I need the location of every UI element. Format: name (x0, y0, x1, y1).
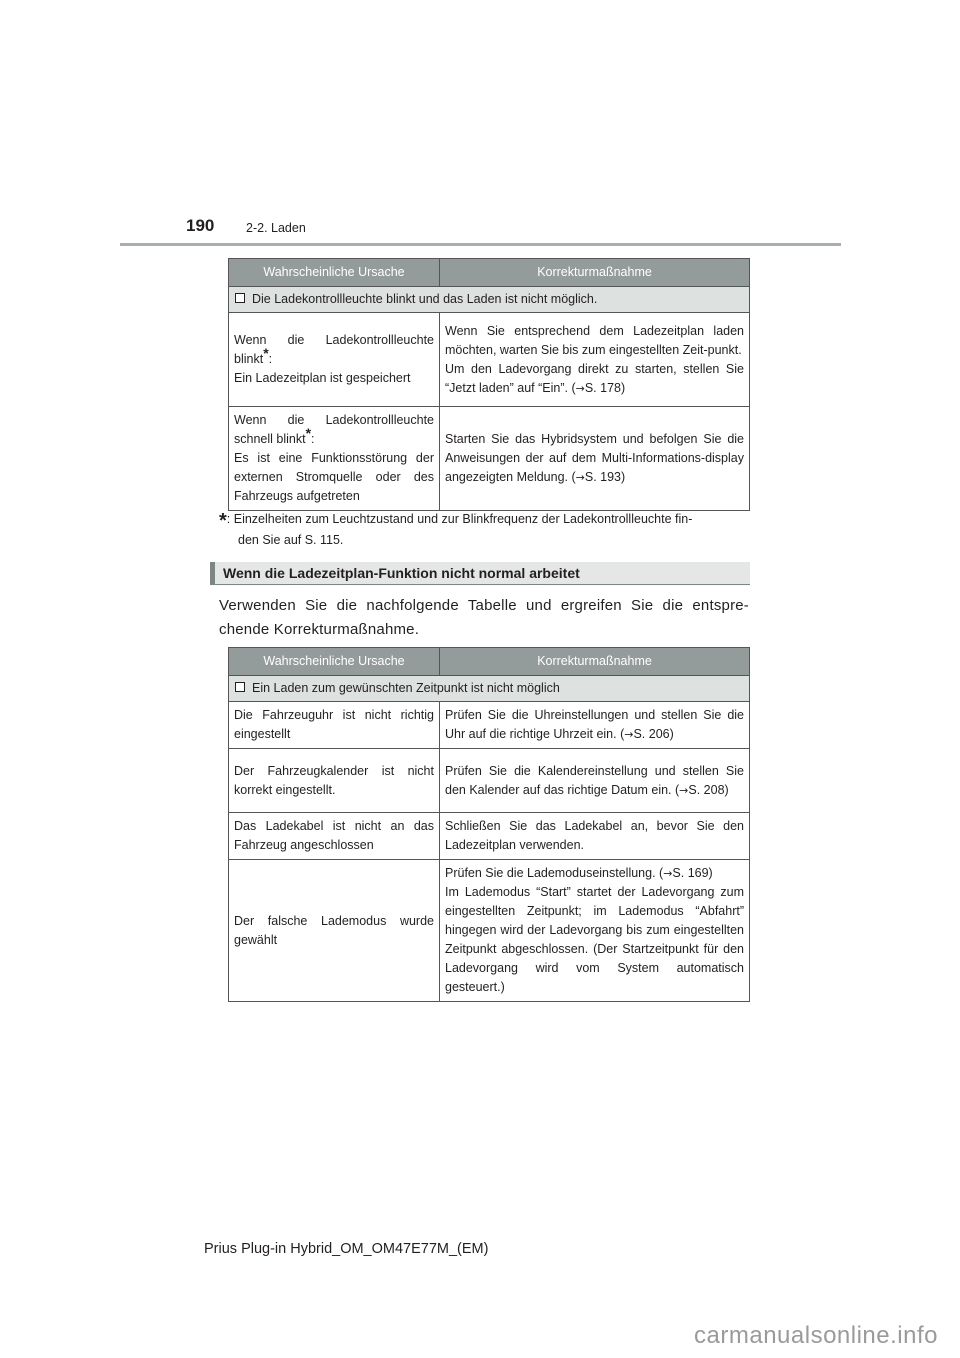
cause-text-rest: : Es ist eine Funktionsstörung der externen Stromquelle oder des Fahrzeugs aufgetreten (234, 432, 434, 503)
page-reference: S. 193) (584, 470, 626, 484)
checkbox-icon (235, 682, 245, 692)
table-row (229, 313, 750, 407)
cause-text: Wenn die Ladekontrollleuchte blinkt (234, 333, 434, 366)
page-reference: S. 206) (633, 727, 674, 741)
cause-cell (229, 313, 440, 407)
group-title (229, 676, 750, 702)
heading-underline (210, 584, 750, 585)
arrow-right-icon: → (624, 728, 634, 741)
cause-text: Wenn die Ladekontrollleuchte schnell blinkt (234, 413, 434, 446)
column-header-action: Korrekturmaßnahme (440, 648, 750, 676)
arrow-right-icon: → (679, 783, 689, 797)
group-title (229, 287, 750, 313)
table-group-row (229, 287, 750, 313)
action-text: Prüfen Sie die Kalendereinstellung und stellen Sie den Kalender auf das richtige Datum ein. ( (445, 763, 744, 797)
footnote (219, 510, 749, 550)
cause-cell: Das Ladekabel ist nicht an das Fahrzeug angeschlossen (229, 813, 440, 860)
intro-paragraph: Verwenden Sie die nachfolgende Tabelle und ergreifen Sie die entspre-chende Korrekturmaßnahme. (219, 597, 749, 638)
troubleshooting-table-schedule (228, 647, 750, 1002)
column-header-action: Korrekturmaßnahme (440, 259, 750, 287)
table-row (229, 813, 750, 860)
table-row (229, 860, 750, 1002)
arrow-right-icon: → (663, 867, 673, 880)
asterisk-icon: * (263, 344, 269, 361)
section-label: 2-2. Laden (246, 221, 306, 235)
cause-cell: Der falsche Lademodus wurde gewählt (229, 860, 440, 1002)
action-cell (440, 749, 750, 813)
page-number: 190 (186, 216, 215, 235)
action-cell (440, 407, 750, 511)
action-cell (440, 313, 750, 407)
cause-text-rest: : Ein Ladezeitplan ist gespeichert (234, 352, 411, 385)
action-text-continued: Im Lademodus “Start” startet der Ladevorgang zum eingestellten Zeitpunkt; im Lademodus “Abfahrt” hingegen wird der Ladevorgang bis zum eingestellten Zeitpunkt abgeschlossen. (Der Startzeitpunkt für den Ladevorgang wird vom System automatisch gesteuert.) (445, 885, 744, 994)
action-text: Wenn Sie entsprechend dem Ladezeitplan laden möchten, warten Sie bis zum eingestellten Zeit-punkt. Um den Ladevorgang direkt zu starten, stellen Sie “Jetzt laden” auf “Ein”. ( (445, 323, 744, 395)
arrow-right-icon: → (575, 471, 585, 484)
section-heading: Wenn die Ladezeitplan-Funktion nicht normal arbeitet (210, 562, 750, 584)
cause-cell: Die Fahrzeuguhr ist nicht richtig eingestellt (229, 702, 440, 749)
page-reference: S. 208) (688, 782, 729, 797)
cause-cell: Der Fahrzeugkalender ist nicht korrekt eingestellt. (229, 749, 440, 813)
action-text: Prüfen Sie die Lademoduseinstellung. ( (445, 866, 664, 880)
checkbox-icon (235, 293, 245, 303)
arrow-right-icon: → (575, 381, 585, 395)
footnote-text: : Einzelheiten zum Leuchtzustand und zur Blinkfrequenz der Ladekontrollleuchte fin- (226, 512, 693, 526)
action-text: Prüfen Sie die Uhreinstellungen und stellen Sie die Uhr auf die richtige Uhrzeit ein. ( (445, 708, 744, 741)
page-reference: S. 178) (584, 380, 626, 395)
header-rule (120, 243, 841, 246)
cause-cell (229, 407, 440, 511)
table-header-row (229, 648, 750, 676)
action-text: Starten Sie das Hybridsystem und befolgen Sie die Anweisungen der auf dem Multi-Informations-display angezeigten Meldung. ( (445, 432, 744, 484)
column-header-cause: Wahrscheinliche Ursache (229, 648, 440, 676)
action-cell (440, 702, 750, 749)
table-row (229, 749, 750, 813)
watermark: carmanualsonline.info (694, 1322, 938, 1349)
table-header-row (229, 259, 750, 287)
group-title-text: Ein Laden zum gewünschten Zeitpunkt ist nicht möglich (252, 681, 560, 695)
group-title-text: Die Ladekontrollleuchte blinkt und das Laden ist nicht möglich. (252, 292, 598, 306)
table-row (229, 407, 750, 511)
troubleshooting-table-charging (228, 258, 750, 511)
page-reference: S. 169) (672, 866, 713, 880)
footer-manual-id: Prius Plug-in Hybrid_OM_OM47E77M_(EM) (204, 1241, 489, 1257)
asterisk-icon: * (305, 424, 312, 441)
footnote-text-continued: den Sie auf S. 115. (238, 533, 344, 547)
column-header-cause: Wahrscheinliche Ursache (229, 259, 440, 287)
action-cell: Schließen Sie das Ladekabel an, bevor Sie den Ladezeitplan verwenden. (440, 813, 750, 860)
table-row (229, 702, 750, 749)
table-group-row (229, 676, 750, 702)
action-cell (440, 860, 750, 1002)
asterisk-icon: * (219, 510, 227, 532)
